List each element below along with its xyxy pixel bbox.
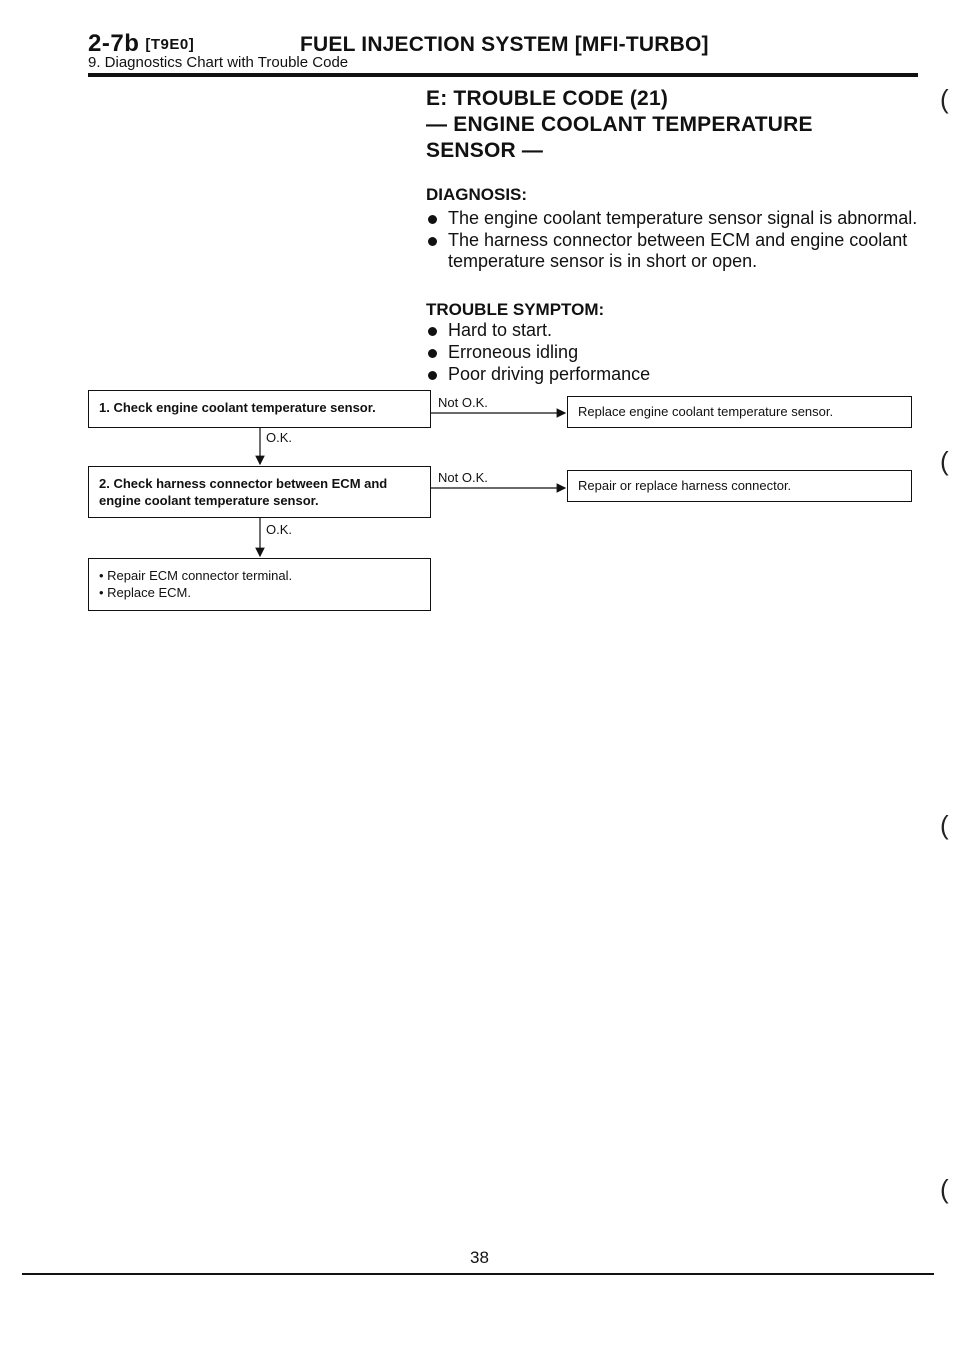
list-item: Erroneous idling (426, 342, 926, 363)
margin-mark: ( (940, 810, 949, 840)
section-title-line: E: TROUBLE CODE (21) (426, 87, 669, 110)
flow-step-1: 1. Check engine coolant temperature sensor. (88, 390, 431, 428)
flow-final-item: • Repair ECM connector terminal. (99, 568, 293, 583)
flow-result-1: Replace engine coolant temperature sensor. (567, 396, 912, 428)
section-code-ref: [T9E0] (145, 36, 195, 53)
page-number: 38 (470, 1248, 489, 1267)
diagnosis-label: DIAGNOSIS: (426, 185, 528, 204)
page-title: FUEL INJECTION SYSTEM [MFI-TURBO] (300, 33, 709, 56)
ok-label: O.K. (266, 522, 293, 537)
page-subtitle: 9. Diagnostics Chart with Trouble Code (88, 54, 349, 71)
list-item: Hard to start. (426, 320, 926, 341)
flow-final-item: • Replace ECM. (99, 585, 191, 600)
not-ok-label: Not O.K. (438, 395, 488, 410)
list-item: The engine coolant temperature sensor signal is abnormal. (426, 208, 926, 229)
margin-mark: ( (940, 84, 949, 114)
flow-final-box (88, 558, 431, 611)
section-title-line: SENSOR — (426, 139, 544, 162)
flowchart-connectors (0, 0, 960, 640)
trouble-symptom-label: TROUBLE SYMPTOM: (426, 300, 605, 319)
flow-result-2: Repair or replace harness connector. (567, 470, 912, 502)
list-item: Poor driving performance (426, 364, 926, 385)
footer-divider (22, 1273, 934, 1275)
margin-mark: ( (940, 1174, 949, 1204)
flow-step-2: 2. Check harness connector between ECM and engine coolant temperature sensor. (88, 466, 431, 518)
section-title-line: — ENGINE COOLANT TEMPERATURE (426, 113, 813, 136)
section-code-number: 2-7b (88, 30, 140, 57)
list-item: The harness connector between ECM and engine coolant temperature sensor is in short or open. (426, 230, 926, 272)
margin-mark: ( (940, 446, 949, 476)
not-ok-label: Not O.K. (438, 470, 488, 485)
ok-label: O.K. (266, 430, 293, 445)
